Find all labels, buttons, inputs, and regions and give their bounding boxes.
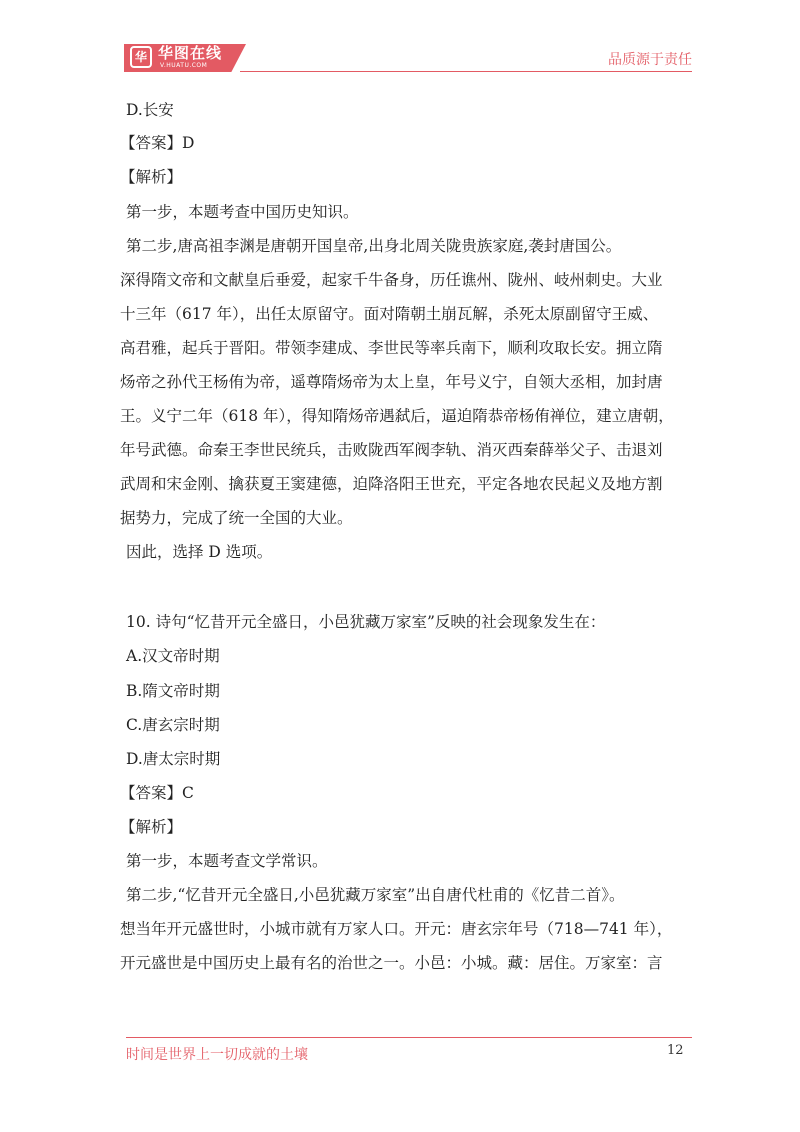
option-d: D.长安 [126, 101, 174, 119]
analysis-text-line: 王。义宁二年（618 年），得知隋炀帝遇弑后，逼迫隋恭帝杨侑禅位，建立唐朝， [120, 407, 674, 425]
header-divider [240, 71, 692, 72]
conclusion: 因此，选择 D 选项。 [126, 543, 273, 561]
logo-icon: 华 [130, 46, 152, 68]
footer-divider [126, 1037, 692, 1038]
analysis-text-line: 第二步,唐高祖李渊是唐朝开国皇帝,出身北周关陇贵族家庭,袭封唐国公。 [126, 237, 622, 255]
page-header [0, 0, 800, 80]
logo-text: 华图在线 [158, 44, 223, 62]
footer-motto: 时间是世界上一切成就的土壤 [126, 1047, 308, 1063]
analysis-text-line: 开元盛世是中国历史上最有名的治世之一。小邑：小城。藏：居住。万家室：言 [120, 954, 663, 972]
option-d: D.唐太宗时期 [126, 750, 221, 768]
question-10: 10. 诗句“忆昔开元全盛日，小邑犹藏万家室”反映的社会现象发生在： [126, 613, 606, 631]
answer-label: 【答案】C [120, 784, 194, 802]
page-number: 12 [667, 1043, 684, 1058]
analysis-label: 【解析】 [120, 818, 183, 836]
analysis-step-1: 第一步，本题考查中国历史知识。 [126, 203, 359, 221]
logo-url: V.HUATU.COM [160, 62, 208, 69]
analysis-text-line: 高君雅，起兵于晋阳。带领李建成、李世民等率兵南下，顺利攻取长安。拥立隋 [120, 339, 663, 357]
analysis-text-line: 武周和宋金刚、擒获夏王窦建德，迫降洛阳王世充，平定各地农民起义及地方割 [120, 475, 663, 493]
analysis-text-line: 年号武德。命秦王李世民统兵，击败陇西军阀李轨、消灭西秦薛举父子、击退刘 [120, 441, 663, 459]
analysis-text-line: 十三年（617 年），出任太原留守。面对隋朝土崩瓦解，杀死太原副留守王威、 [120, 305, 659, 323]
option-c: C.唐玄宗时期 [126, 716, 220, 734]
analysis-text-line: 想当年开元盛世时，小城市就有万家人口。开元：唐玄宗年号（718—741 年）， [120, 920, 673, 938]
analysis-text-line: 炀帝之孙代王杨侑为帝，遥尊隋炀帝为太上皇，年号义宁，自领大丞相，加封唐 [120, 373, 663, 391]
analysis-text-line: 深得隋文帝和文献皇后垂爱，起家千牛备身，历任谯州、陇州、岐州刺史。大业 [120, 271, 663, 289]
option-a: A.汉文帝时期 [126, 647, 220, 665]
answer-label: 【答案】D [120, 134, 195, 152]
analysis-text-line: 据势力，完成了统一全国的大业。 [120, 509, 353, 527]
analysis-step-1: 第一步，本题考查文学常识。 [126, 852, 328, 870]
analysis-label: 【解析】 [120, 168, 183, 186]
option-b: B.隋文帝时期 [126, 682, 220, 700]
analysis-text-line: 第二步,“忆昔开元全盛日,小邑犹藏万家室”出自唐代杜甫的《忆昔二首》。 [126, 886, 625, 904]
header-slogan: 品质源于责任 [608, 52, 692, 68]
